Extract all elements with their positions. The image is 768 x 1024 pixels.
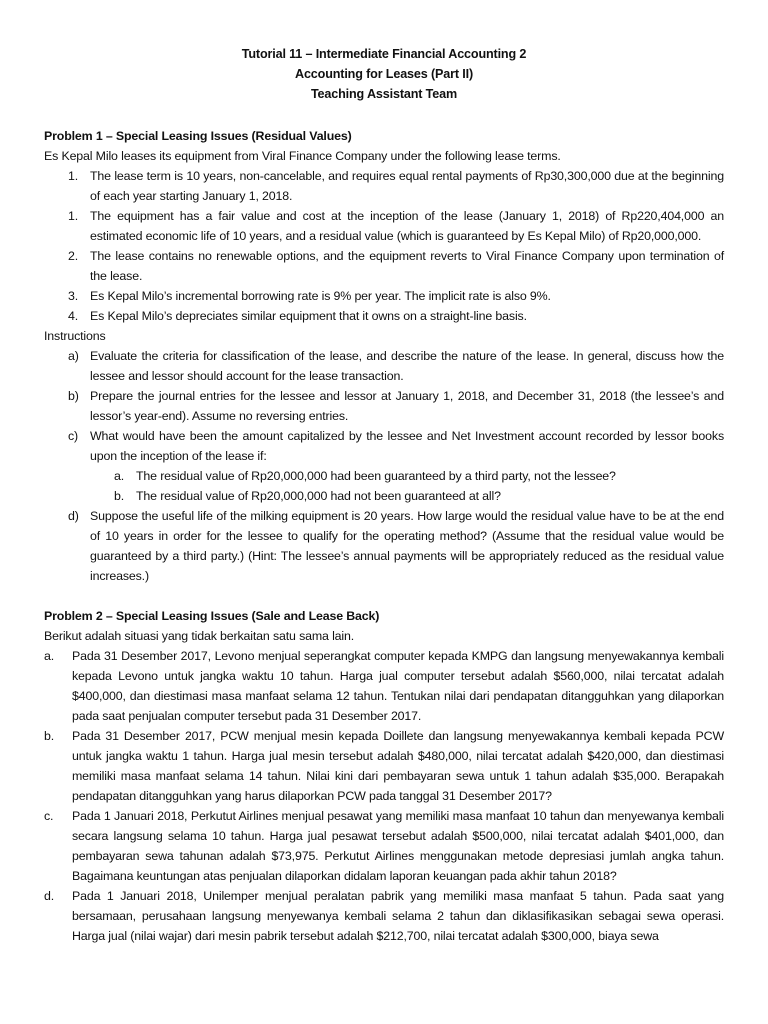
- list-marker: d): [68, 509, 79, 523]
- list-item-text: The equipment has a fair value and cost at the inception of the lease (January 1, 2018) of Rp220,404,000 an estimated economic life of 10 years, and a residual value (which is guaranteed by Es Kepal Milo) of Rp20,000,000.: [90, 209, 724, 243]
- list-item-text: Evaluate the criteria for classification of the lease, and describe the nature of the lease. In general, discuss how the lessee and lessor should account for the lease transaction.: [90, 349, 724, 383]
- list-item-text: Prepare the journal entries for the lessee and lessor at January 1, 2018, and December 31, 2018 (the lessee’s and lessor’s year-end). Assume no reversing entries.: [90, 389, 724, 423]
- list-item-text: What would have been the amount capitalized by the lessee and Net Investment account recorded by lessor books upon the inception of the lease if:: [90, 429, 724, 463]
- list-item: [44, 806, 724, 886]
- list-marker: c.: [44, 809, 54, 823]
- list-item: [44, 646, 724, 726]
- problem1-intro: Es Kepal Milo leases its equipment from Viral Finance Company under the following lease terms.: [44, 149, 561, 163]
- instructions-label: Instructions: [44, 329, 106, 343]
- list-marker: a.: [114, 469, 125, 483]
- problem2-title: Problem 2 – Special Leasing Issues (Sale and Lease Back): [44, 609, 380, 623]
- list-item-text: Es Kepal Milo’s depreciates similar equipment that it owns on a straight-line basis.: [90, 309, 527, 323]
- list-marker: c): [68, 429, 79, 443]
- list-marker: 2.: [68, 249, 79, 263]
- list-marker: 1.: [68, 169, 79, 183]
- list-marker: 4.: [68, 309, 79, 323]
- list-item: [44, 166, 724, 206]
- problem2-items-list: [44, 646, 724, 946]
- list-item-text: The lease term is 10 years, non-cancelable, and requires equal rental payments of Rp30,300,000 due at the beginning of each year starting January 1, 2018.: [90, 169, 724, 203]
- header-line-1: Tutorial 11 – Intermediate Financial Accounting 2: [241, 47, 527, 61]
- document-header: [44, 44, 724, 104]
- problem1-title: Problem 1 – Special Leasing Issues (Residual Values): [44, 129, 352, 143]
- list-item: [44, 306, 724, 326]
- list-marker: b): [68, 389, 79, 403]
- list-item: [44, 726, 724, 806]
- list-marker: b.: [114, 489, 125, 503]
- list-item: [90, 486, 724, 506]
- list-item: [44, 206, 724, 246]
- list-item-text: Pada 31 Desember 2017, Levono menjual seperangkat computer kepada KMPG dan langsung menyewakannya kembali kepada Levono untuk jangka waktu 10 tahun. Harga jual computer tersebut adalah $560,000, nilai tercatat adalah $400,000, dan diestimasi masa manfaat selama 12 tahun. Tentukan nilai dari pendapatan ditangguhkan yang dilaporkan pada saat penjualan computer tersebut pada 31 Desember 2017.: [72, 649, 724, 723]
- header-line-3: Teaching Assistant Team: [310, 87, 458, 101]
- list-marker: a.: [44, 649, 55, 663]
- list-marker: 3.: [68, 289, 79, 303]
- list-item-text: Pada 31 Desember 2017, PCW menjual mesin kepada Doillete dan langsung menyewakannya kembali kepada PCW untuk jangka waktu 1 tahun. Harga jual mesin tersebut adalah $480,000, nilai tercatat adalah $420,000, dan diestimasi memiliki masa manfaat selama 14 tahun. Nilai kini dari pembayaran sewa untuk 1 tahun adalah $35,000. Berapakah pendapatan ditangguhkan yang harus dilaporkan PCW pada tanggal 31 Desember 2017?: [72, 729, 724, 803]
- list-item-text: The residual value of Rp20,000,000 had been guaranteed by a third party, not the lessee?: [136, 469, 616, 483]
- list-item: [44, 426, 724, 506]
- header-line-2: Accounting for Leases (Part II): [295, 67, 473, 81]
- list-item-text: Suppose the useful life of the milking equipment is 20 years. How large would the residual value have to be at the end of 10 years in order for the lessee to qualify for the operating method? (Assume that the residual value would be guaranteed by a third party.) (Hint: The lessee’s annual payments will be appropriately reduced as the residual value increases.): [90, 509, 724, 583]
- list-item: [44, 286, 724, 306]
- list-item: [44, 886, 724, 946]
- list-item: [44, 506, 724, 586]
- instruction-c-sublist: [90, 466, 724, 506]
- list-item: [44, 246, 724, 286]
- list-item-text: Es Kepal Milo’s incremental borrowing rate is 9% per year. The implicit rate is also 9%.: [90, 289, 551, 303]
- list-marker: a): [68, 349, 79, 363]
- list-item-text: The lease contains no renewable options, and the equipment reverts to Viral Finance Company upon termination of the lease.: [90, 249, 724, 283]
- instructions-list: [44, 346, 724, 586]
- list-item-text: Pada 1 Januari 2018, Perkutut Airlines menjual pesawat yang memiliki masa manfaat 10 tahun dan menyewanya kembali secara langsung selama 10 tahun. Harga jual pesawat tersebut adalah $500,000, nilai tercatat adalah $401,000, dan pembayaran sewa tahunan adalah $73,975. Perkutut Airlines menggunakan metode depresiasi jumlah angka tahun. Bagaimana keuntungan atas penjualan dilaporkan didalam laporan keuangan pada akhir tahun 2018?: [72, 809, 724, 883]
- list-marker: 1.: [68, 209, 79, 223]
- problem1-terms-list: [44, 166, 724, 326]
- list-item: [44, 346, 724, 386]
- list-marker: d.: [44, 889, 55, 903]
- list-item: [90, 466, 724, 486]
- list-item-text: The residual value of Rp20,000,000 had not been guaranteed at all?: [136, 489, 501, 503]
- list-item: [44, 386, 724, 426]
- section-spacer: [44, 586, 724, 606]
- list-item-text: Pada 1 Januari 2018, Unilemper menjual peralatan pabrik yang memiliki masa manfaat 5 tahun. Pada saat yang bersamaan, perusahaan langsung menyewanya kembali selama 2 tahun dan diklasifikasikan sebagai sewa operasi. Harga jual (nilai wajar) dari mesin pabrik tersebut adalah $212,700, nilai tercatat adalah $300,000, biaya sewa: [72, 889, 724, 943]
- problem2-intro: Berikut adalah situasi yang tidak berkaitan satu sama lain.: [44, 629, 355, 643]
- list-marker: b.: [44, 729, 55, 743]
